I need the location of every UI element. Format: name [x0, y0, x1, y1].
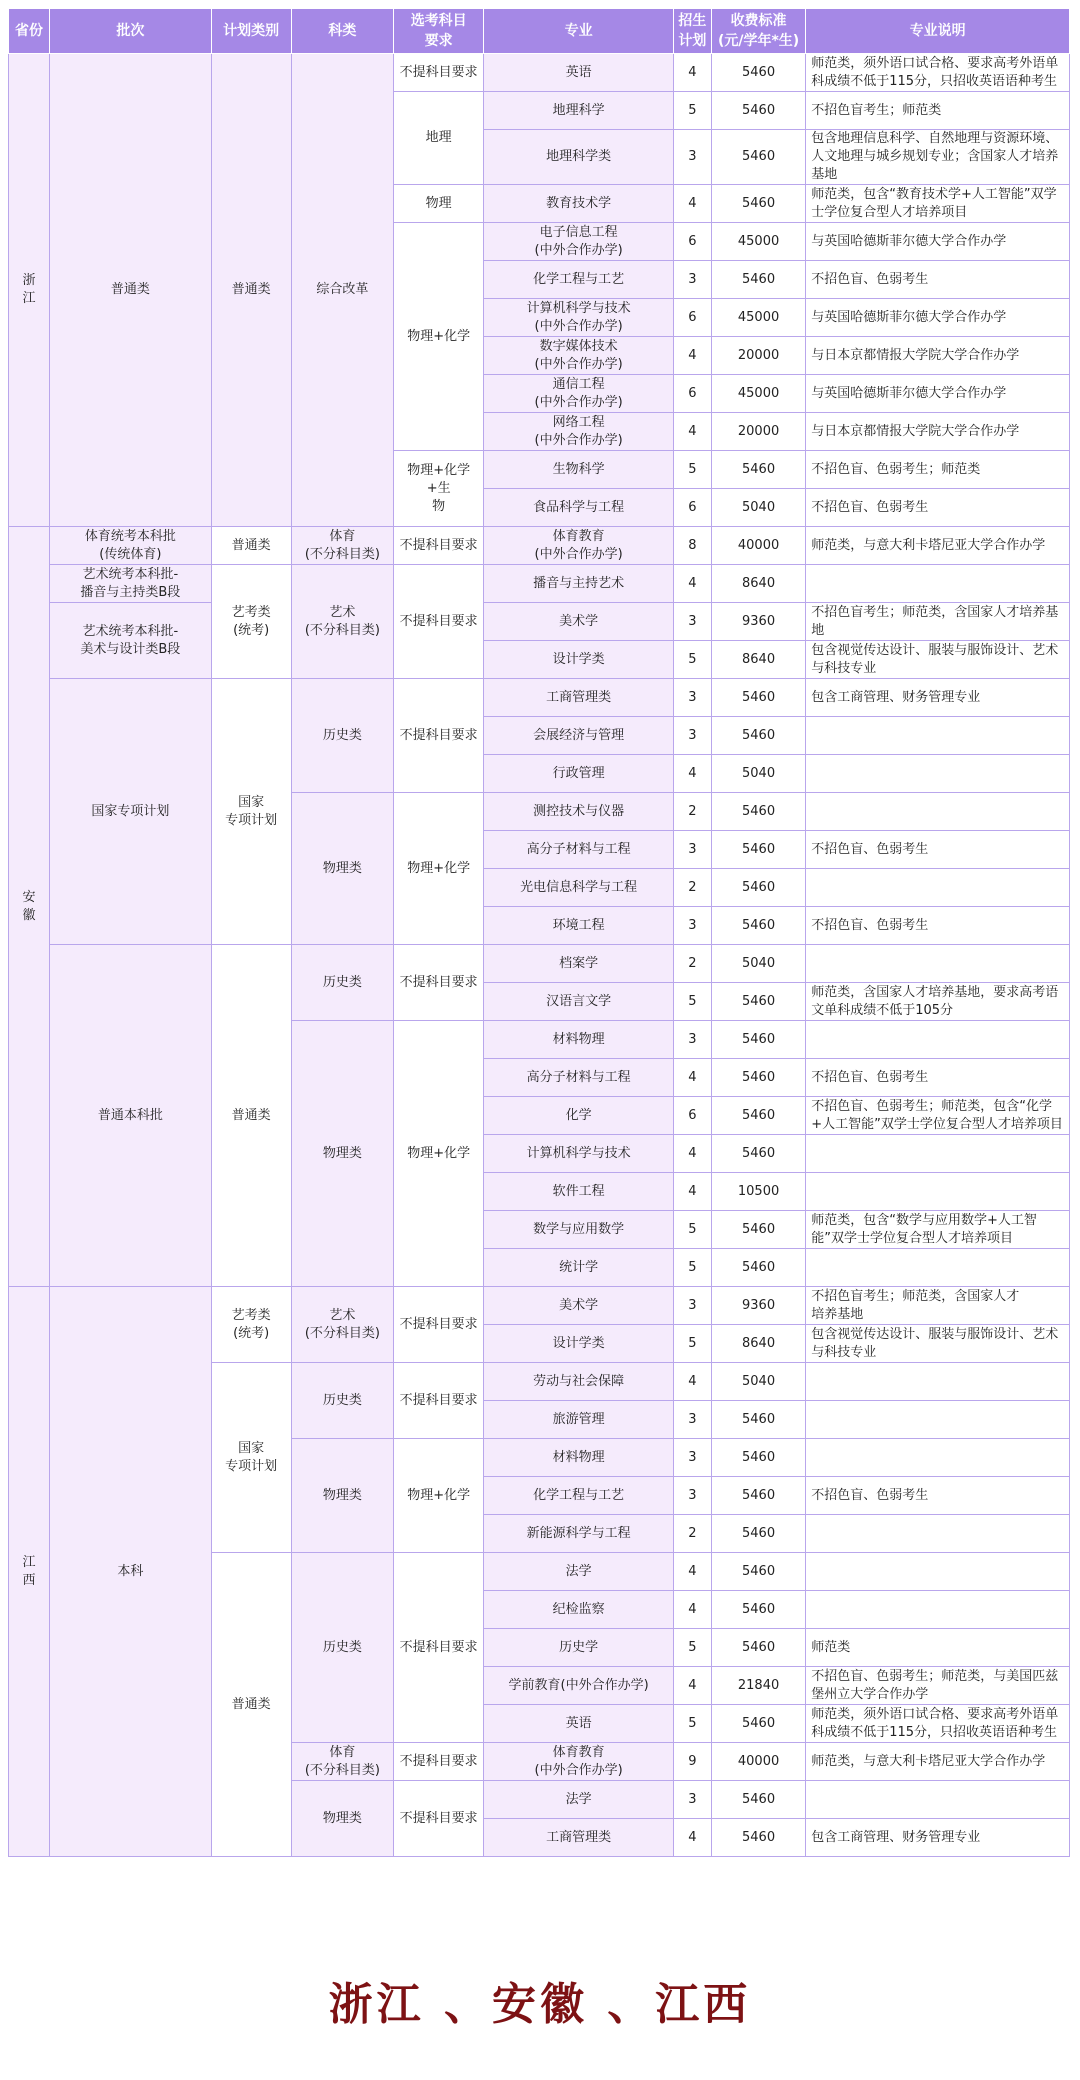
major-note-cell [806, 1021, 1070, 1059]
table-cell: 不提科目要求 [394, 1781, 484, 1857]
table-cell: 普通类 [211, 54, 291, 527]
major-note-cell: 不招色盲、色弱考生；师范类，与美国匹兹堡州立大学合作办学 [806, 1667, 1070, 1705]
major-note-cell: 师范类 [806, 1629, 1070, 1667]
header-major-notes: 专业说明 [806, 9, 1070, 54]
table-cell: 普通类 [50, 54, 211, 527]
table-cell: 普通类 [211, 1553, 291, 1857]
table-cell: 国家 专项计划 [211, 1363, 291, 1553]
table-cell: 艺考类 (统考) [211, 1287, 291, 1363]
major-note-cell: 不招色盲、色弱考生 [806, 489, 1070, 527]
table-cell: 3 [673, 130, 711, 185]
table-cell: 材料物理 [484, 1021, 674, 1059]
table-cell: 20000 [711, 413, 805, 451]
header-enrollment-plan: 招生 计划 [673, 9, 711, 54]
table-cell: 4 [673, 1667, 711, 1705]
table-cell: 地理 [394, 92, 484, 185]
table-cell: 2 [673, 945, 711, 983]
table-cell: 5460 [711, 1515, 805, 1553]
table-cell: 5460 [711, 54, 805, 92]
table-cell: 化学工程与工艺 [484, 261, 674, 299]
table-cell: 4 [673, 1553, 711, 1591]
major-note-cell [806, 1173, 1070, 1211]
table-cell: 体育统考本科批 (传统体育) [50, 527, 211, 565]
header-province: 省份 [9, 9, 50, 54]
major-note-cell: 师范类，须外语口试合格、要求高考外语单科成绩不低于115分，只招收英语语种考生 [806, 54, 1070, 92]
table-cell: 4 [673, 413, 711, 451]
table-cell: 艺术统考本科批- 播音与主持类B段 [50, 565, 211, 603]
table-cell: 物理+化学 [394, 223, 484, 451]
table-cell: 5460 [711, 907, 805, 945]
major-note-cell: 不招色盲、色弱考生 [806, 1059, 1070, 1097]
table-cell: 计算机科学与技术 (中外合作办学) [484, 299, 674, 337]
table-cell: 软件工程 [484, 1173, 674, 1211]
table-cell: 艺考类 (统考) [211, 565, 291, 679]
table-cell: 计算机科学与技术 [484, 1135, 674, 1173]
table-cell: 历史类 [291, 679, 393, 793]
table-cell: 物理+化学+生 物 [394, 451, 484, 527]
table-cell: 5460 [711, 1553, 805, 1591]
table-cell: 5460 [711, 831, 805, 869]
table-row [9, 1287, 1070, 1325]
table-cell: 数学与应用数学 [484, 1211, 674, 1249]
table-cell: 美术学 [484, 603, 674, 641]
table-cell: 4 [673, 1173, 711, 1211]
major-note-cell [806, 1401, 1070, 1439]
table-cell: 不提科目要求 [394, 1553, 484, 1743]
table-cell: 8640 [711, 565, 805, 603]
table-cell: 5460 [711, 130, 805, 185]
table-cell: 5 [673, 1705, 711, 1743]
table-cell: 6 [673, 489, 711, 527]
table-cell: 不提科目要求 [394, 1363, 484, 1439]
table-cell: 20000 [711, 337, 805, 375]
table-cell: 本科 [50, 1287, 211, 1857]
table-cell: 21840 [711, 1667, 805, 1705]
table-cell: 5040 [711, 945, 805, 983]
table-cell: 综合改革 [291, 54, 393, 527]
table-cell: 体育 (不分科目类) [291, 527, 393, 565]
table-cell: 光电信息科学与工程 [484, 869, 674, 907]
table-cell: 6 [673, 299, 711, 337]
major-note-cell: 不招色盲、色弱考生 [806, 831, 1070, 869]
header-major: 专业 [484, 9, 674, 54]
major-note-cell: 包含地理信息科学、自然地理与资源环境、人文地理与城乡规划专业；含国家人才培养基地 [806, 130, 1070, 185]
table-cell: 物理类 [291, 1439, 393, 1553]
table-cell: 5460 [711, 679, 805, 717]
major-note-cell [806, 1591, 1070, 1629]
table-cell: 不提科目要求 [394, 1287, 484, 1363]
table-cell: 5460 [711, 1591, 805, 1629]
table-cell: 5460 [711, 1629, 805, 1667]
table-cell: 历史类 [291, 1363, 393, 1439]
admission-plan-container [8, 8, 1070, 1857]
table-cell: 4 [673, 1363, 711, 1401]
table-cell: 5460 [711, 1021, 805, 1059]
table-cell: 3 [673, 1439, 711, 1477]
table-cell: 艺术统考本科批- 美术与设计类B段 [50, 603, 211, 679]
table-cell: 3 [673, 1401, 711, 1439]
table-cell: 2 [673, 869, 711, 907]
header-tuition: 收费标准 (元/学年*生) [711, 9, 805, 54]
table-cell: 工商管理类 [484, 679, 674, 717]
table-row [9, 565, 1070, 603]
table-cell: 播音与主持艺术 [484, 565, 674, 603]
table-cell: 5460 [711, 793, 805, 831]
table-cell: 物理+化学 [394, 1439, 484, 1553]
table-cell: 电子信息工程 (中外合作办学) [484, 223, 674, 261]
table-cell: 纪检监察 [484, 1591, 674, 1629]
table-cell: 生物科学 [484, 451, 674, 489]
table-cell: 2 [673, 793, 711, 831]
header-plan-type: 计划类别 [211, 9, 291, 54]
table-cell: 高分子材料与工程 [484, 1059, 674, 1097]
table-cell: 法学 [484, 1553, 674, 1591]
table-row [9, 603, 1070, 641]
major-note-cell: 与英国哈德斯菲尔德大学合作办学 [806, 299, 1070, 337]
table-row [9, 527, 1070, 565]
table-cell: 英语 [484, 1705, 674, 1743]
footer-provinces-title: 浙江 、安徽 、江西 [328, 1979, 752, 2030]
table-cell: 国家 专项计划 [211, 679, 291, 945]
table-cell: 4 [673, 337, 711, 375]
table-cell: 3 [673, 603, 711, 641]
table-cell: 食品科学与工程 [484, 489, 674, 527]
table-cell: 艺术 (不分科目类) [291, 1287, 393, 1363]
table-cell: 历史类 [291, 1553, 393, 1743]
table-cell: 数字媒体技术 (中外合作办学) [484, 337, 674, 375]
table-cell: 4 [673, 1135, 711, 1173]
major-note-cell [806, 565, 1070, 603]
table-cell: 物理类 [291, 1781, 393, 1857]
table-cell: 会展经济与管理 [484, 717, 674, 755]
table-cell: 通信工程 (中外合作办学) [484, 375, 674, 413]
table-cell: 材料物理 [484, 1439, 674, 1477]
table-cell: 4 [673, 565, 711, 603]
table-cell: 工商管理类 [484, 1819, 674, 1857]
table-body [9, 54, 1070, 1857]
table-cell: 4 [673, 1591, 711, 1629]
table-cell: 3 [673, 261, 711, 299]
major-note-cell [806, 945, 1070, 983]
table-cell: 5460 [711, 1705, 805, 1743]
major-note-cell [806, 1135, 1070, 1173]
major-note-cell: 包含视觉传达设计、服装与服饰设计、艺术与科技专业 [806, 641, 1070, 679]
table-cell: 物理+化学 [394, 1021, 484, 1287]
table-cell: 普通类 [211, 527, 291, 565]
table-cell: 5460 [711, 983, 805, 1021]
major-note-cell [806, 1439, 1070, 1477]
table-cell: 40000 [711, 1743, 805, 1781]
major-note-cell [806, 1553, 1070, 1591]
major-note-cell [806, 717, 1070, 755]
table-cell: 浙 江 [9, 54, 50, 527]
major-note-cell: 包含工商管理、财务管理专业 [806, 1819, 1070, 1857]
table-cell: 行政管理 [484, 755, 674, 793]
header-batch: 批次 [50, 9, 211, 54]
table-cell: 5460 [711, 1059, 805, 1097]
table-cell: 5040 [711, 489, 805, 527]
table-cell: 6 [673, 1097, 711, 1135]
table-cell: 江 西 [9, 1287, 50, 1857]
table-cell: 5460 [711, 1477, 805, 1515]
table-cell: 物理 [394, 185, 484, 223]
table-cell: 5460 [711, 1097, 805, 1135]
table-cell: 5 [673, 983, 711, 1021]
table-cell: 5 [673, 1211, 711, 1249]
table-cell: 5460 [711, 92, 805, 130]
table-cell: 45000 [711, 223, 805, 261]
major-note-cell: 与日本京都情报大学院大学合作办学 [806, 337, 1070, 375]
table-cell: 设计学类 [484, 641, 674, 679]
table-cell: 网络工程 (中外合作办学) [484, 413, 674, 451]
table-cell: 3 [673, 1781, 711, 1819]
major-note-cell [806, 1249, 1070, 1287]
table-cell: 3 [673, 717, 711, 755]
major-note-cell: 师范类，含国家人才培养基地，要求高考语文单科成绩不低于105分 [806, 983, 1070, 1021]
major-note-cell: 师范类，与意大利卡塔尼亚大学合作办学 [806, 527, 1070, 565]
table-cell: 档案学 [484, 945, 674, 983]
table-cell: 5460 [711, 185, 805, 223]
table-cell: 45000 [711, 375, 805, 413]
table-cell: 不提科目要求 [394, 527, 484, 565]
header-subject-category: 科类 [291, 9, 393, 54]
table-cell: 40000 [711, 527, 805, 565]
table-cell: 国家专项计划 [50, 679, 211, 945]
table-cell: 艺术 (不分科目类) [291, 565, 393, 679]
header-subject-requirement: 选考科目 要求 [394, 9, 484, 54]
major-note-cell: 不招色盲考生；师范类，含国家人才 培养基地 [806, 1287, 1070, 1325]
table-cell: 不提科目要求 [394, 679, 484, 793]
table-cell: 体育 (不分科目类) [291, 1743, 393, 1781]
major-note-cell: 师范类，包含“教育技术学+人工智能”双学士学位复合型人才培养项目 [806, 185, 1070, 223]
table-cell: 5040 [711, 755, 805, 793]
admission-plan-table [8, 8, 1070, 1857]
table-cell: 劳动与社会保障 [484, 1363, 674, 1401]
table-cell: 3 [673, 679, 711, 717]
table-row [9, 945, 1070, 983]
table-cell: 地理科学类 [484, 130, 674, 185]
table-cell: 5460 [711, 261, 805, 299]
table-cell: 5 [673, 1249, 711, 1287]
table-cell: 统计学 [484, 1249, 674, 1287]
table-header-row [9, 9, 1070, 54]
table-cell: 8640 [711, 641, 805, 679]
major-note-cell: 不招色盲考生；师范类 [806, 92, 1070, 130]
table-cell: 5040 [711, 1363, 805, 1401]
table-cell: 3 [673, 1021, 711, 1059]
major-note-cell: 师范类，须外语口试合格、要求高考外语单科成绩不低于115分，只招收英语语种考生 [806, 1705, 1070, 1743]
table-cell: 9360 [711, 603, 805, 641]
table-cell: 4 [673, 185, 711, 223]
table-cell: 体育教育 (中外合作办学) [484, 1743, 674, 1781]
table-row [9, 54, 1070, 92]
major-note-cell [806, 1515, 1070, 1553]
table-cell: 物理+化学 [394, 793, 484, 945]
table-cell: 安 徽 [9, 527, 50, 1287]
table-cell: 3 [673, 1477, 711, 1515]
table-cell: 物理类 [291, 793, 393, 945]
table-cell: 高分子材料与工程 [484, 831, 674, 869]
table-cell: 教育技术学 [484, 185, 674, 223]
table-cell: 5 [673, 451, 711, 489]
table-cell: 不提科目要求 [394, 54, 484, 92]
table-cell: 不提科目要求 [394, 1743, 484, 1781]
major-note-cell: 不招色盲、色弱考生；师范类 [806, 451, 1070, 489]
table-cell: 5460 [711, 1819, 805, 1857]
table-cell: 旅游管理 [484, 1401, 674, 1439]
table-cell: 8640 [711, 1325, 805, 1363]
table-cell: 6 [673, 375, 711, 413]
table-cell: 5 [673, 1629, 711, 1667]
major-note-cell: 包含工商管理、财务管理专业 [806, 679, 1070, 717]
major-note-cell: 与日本京都情报大学院大学合作办学 [806, 413, 1070, 451]
table-cell: 45000 [711, 299, 805, 337]
table-cell: 3 [673, 831, 711, 869]
table-cell: 5 [673, 641, 711, 679]
table-cell: 学前教育(中外合作办学) [484, 1667, 674, 1705]
table-cell: 5 [673, 1325, 711, 1363]
table-cell: 5460 [711, 1439, 805, 1477]
table-cell: 4 [673, 1819, 711, 1857]
table-cell: 历史类 [291, 945, 393, 1021]
major-note-cell [806, 793, 1070, 831]
table-cell: 新能源科学与工程 [484, 1515, 674, 1553]
table-cell: 美术学 [484, 1287, 674, 1325]
table-cell: 测控技术与仪器 [484, 793, 674, 831]
table-cell: 不提科目要求 [394, 565, 484, 679]
table-cell: 2 [673, 1515, 711, 1553]
table-cell: 5460 [711, 1135, 805, 1173]
major-note-cell: 师范类，与意大利卡塔尼亚大学合作办学 [806, 1743, 1070, 1781]
table-cell: 5460 [711, 1211, 805, 1249]
table-cell: 普通本科批 [50, 945, 211, 1287]
table-cell: 5 [673, 92, 711, 130]
major-note-cell: 师范类，包含“数学与应用数学+人工智能”双学士学位复合型人才培养项目 [806, 1211, 1070, 1249]
table-cell: 不提科目要求 [394, 945, 484, 1021]
major-note-cell: 与英国哈德斯菲尔德大学合作办学 [806, 375, 1070, 413]
table-cell: 历史学 [484, 1629, 674, 1667]
table-cell: 英语 [484, 54, 674, 92]
table-cell: 环境工程 [484, 907, 674, 945]
major-note-cell [806, 869, 1070, 907]
major-note-cell: 不招色盲、色弱考生；师范类，包含“化学+人工智能”双学士学位复合型人才培养项目 [806, 1097, 1070, 1135]
table-cell: 汉语言文学 [484, 983, 674, 1021]
table-cell: 5460 [711, 869, 805, 907]
major-note-cell [806, 1781, 1070, 1819]
major-note-cell [806, 1363, 1070, 1401]
table-cell: 5460 [711, 717, 805, 755]
table-cell: 物理类 [291, 1021, 393, 1287]
table-cell: 化学 [484, 1097, 674, 1135]
major-note-cell: 不招色盲考生；师范类，含国家人才培养基地 [806, 603, 1070, 641]
table-cell: 体育教育 (中外合作办学) [484, 527, 674, 565]
table-cell: 5460 [711, 1401, 805, 1439]
table-cell: 10500 [711, 1173, 805, 1211]
table-cell: 8 [673, 527, 711, 565]
table-cell: 5460 [711, 1781, 805, 1819]
table-row [9, 679, 1070, 717]
table-cell: 4 [673, 755, 711, 793]
table-cell: 4 [673, 54, 711, 92]
table-cell: 设计学类 [484, 1325, 674, 1363]
table-cell: 化学工程与工艺 [484, 1477, 674, 1515]
major-note-cell: 不招色盲、色弱考生 [806, 261, 1070, 299]
major-note-cell [806, 755, 1070, 793]
table-cell: 9 [673, 1743, 711, 1781]
table-cell: 法学 [484, 1781, 674, 1819]
table-cell: 9360 [711, 1287, 805, 1325]
table-cell: 3 [673, 907, 711, 945]
major-note-cell: 不招色盲、色弱考生 [806, 907, 1070, 945]
table-cell: 普通类 [211, 945, 291, 1287]
table-cell: 地理科学 [484, 92, 674, 130]
table-cell: 3 [673, 1287, 711, 1325]
table-cell: 4 [673, 1059, 711, 1097]
major-note-cell: 与英国哈德斯菲尔德大学合作办学 [806, 223, 1070, 261]
table-cell: 6 [673, 223, 711, 261]
table-cell: 5460 [711, 451, 805, 489]
table-cell: 5460 [711, 1249, 805, 1287]
major-note-cell: 包含视觉传达设计、服装与服饰设计、艺术与科技专业 [806, 1325, 1070, 1363]
major-note-cell: 不招色盲、色弱考生 [806, 1477, 1070, 1515]
